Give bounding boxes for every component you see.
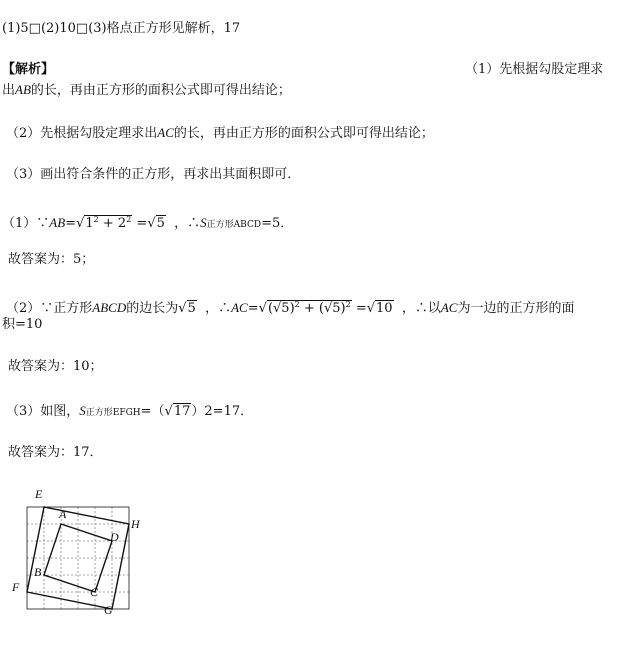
s3-d: 2=17． [204,404,254,419]
solution-2-line2: 积=10 [2,317,43,332]
grid-border [27,507,129,609]
s2-var: ABCD [92,300,127,315]
analysis-p1-a: 出 [2,83,16,98]
s1-val: =5． [261,216,294,231]
square-efgh [27,507,129,609]
s3-c: ） [191,404,205,419]
square-abcd [44,524,112,592]
s2-d: ，∴以 [401,301,441,316]
label-B: B [34,565,42,579]
label-H: H [131,517,140,531]
s1-eq: = [65,216,77,231]
s1-var: AB [49,215,66,230]
s1-prefix: （1）∵ [2,216,50,231]
analysis-p1-var: AB [15,82,31,97]
analysis-heading: 【解析】 [2,62,55,77]
solution-3: （3）如图，S正方形EFGH=（√17）2=17． [6,403,254,419]
solution-1: $(1)\because AB=√1^2 + 2^2 =√5$ ，∴S正方形ABCD=5． [2,215,294,231]
s3-root: 17 [173,404,191,419]
solution-2: （2）∵正方形ABCD的边长为√5 ，$\therefore AC=√(√5)^2 + (√5)^2 =√10$ ，∴以AC为一边的正方形的面 [6,300,575,316]
s1-S: S [200,215,207,230]
analysis-p1-b: 的长，再由正方形的面积公式即可得出结论； [30,83,291,98]
answer-1: 故答案为：5； [8,252,95,267]
s2-eq: = [247,301,259,316]
s1-radicand: $1^2 + 2^2$ [85,215,132,231]
label-F: F [12,580,20,594]
s3-b: =（ [140,404,165,419]
s1-root: 5 [156,216,165,231]
analysis-p2-var: AC [157,125,174,140]
label-C: C [90,585,99,599]
s1-eq2: = [132,216,148,231]
sqrt-sign: √ [76,216,85,231]
answer-line: (1)5□(2)10□(3)格点正方形见解析，17 [2,21,241,36]
label-E: E [35,487,43,501]
s3-sub: 正方形EFGH [85,408,141,418]
label-D: D [110,530,119,544]
s2-e: 为一边的正方形的面 [457,301,575,316]
s3-S: S [79,403,86,418]
label-G: G [104,603,113,617]
answer-3: 故答案为：17． [8,445,103,460]
analysis-p1-right: （1）先根据勾股定理求 [465,62,604,77]
s2-radicand: $(√5)^2 + (√5)^2$ [267,300,351,316]
dotted-grid [27,507,129,609]
label-A: A [59,507,67,521]
s2-b: 的边长为 [126,301,179,316]
s2-a: （2）∵正方形 [6,301,93,316]
s1-sub: 正方形ABCD [206,220,262,230]
s3-a: （3）如图， [6,404,80,419]
s2-var3: AC [440,300,458,315]
analysis-p3: （3）画出符合条件的正方形，再求出其面积即可． [6,167,301,182]
analysis-p2-a: （2）先根据勾股定理求出 [6,126,158,141]
s2-var2: AC [231,300,248,315]
analysis-p2-b: 的长，再由正方形的面积公式即可得出结论； [173,126,434,141]
answer-2: 故答案为：10； [8,359,103,374]
s1-then: ，∴ [174,216,201,231]
s2-c: ，∴ [205,301,232,316]
s2-root: 5 [187,301,196,316]
